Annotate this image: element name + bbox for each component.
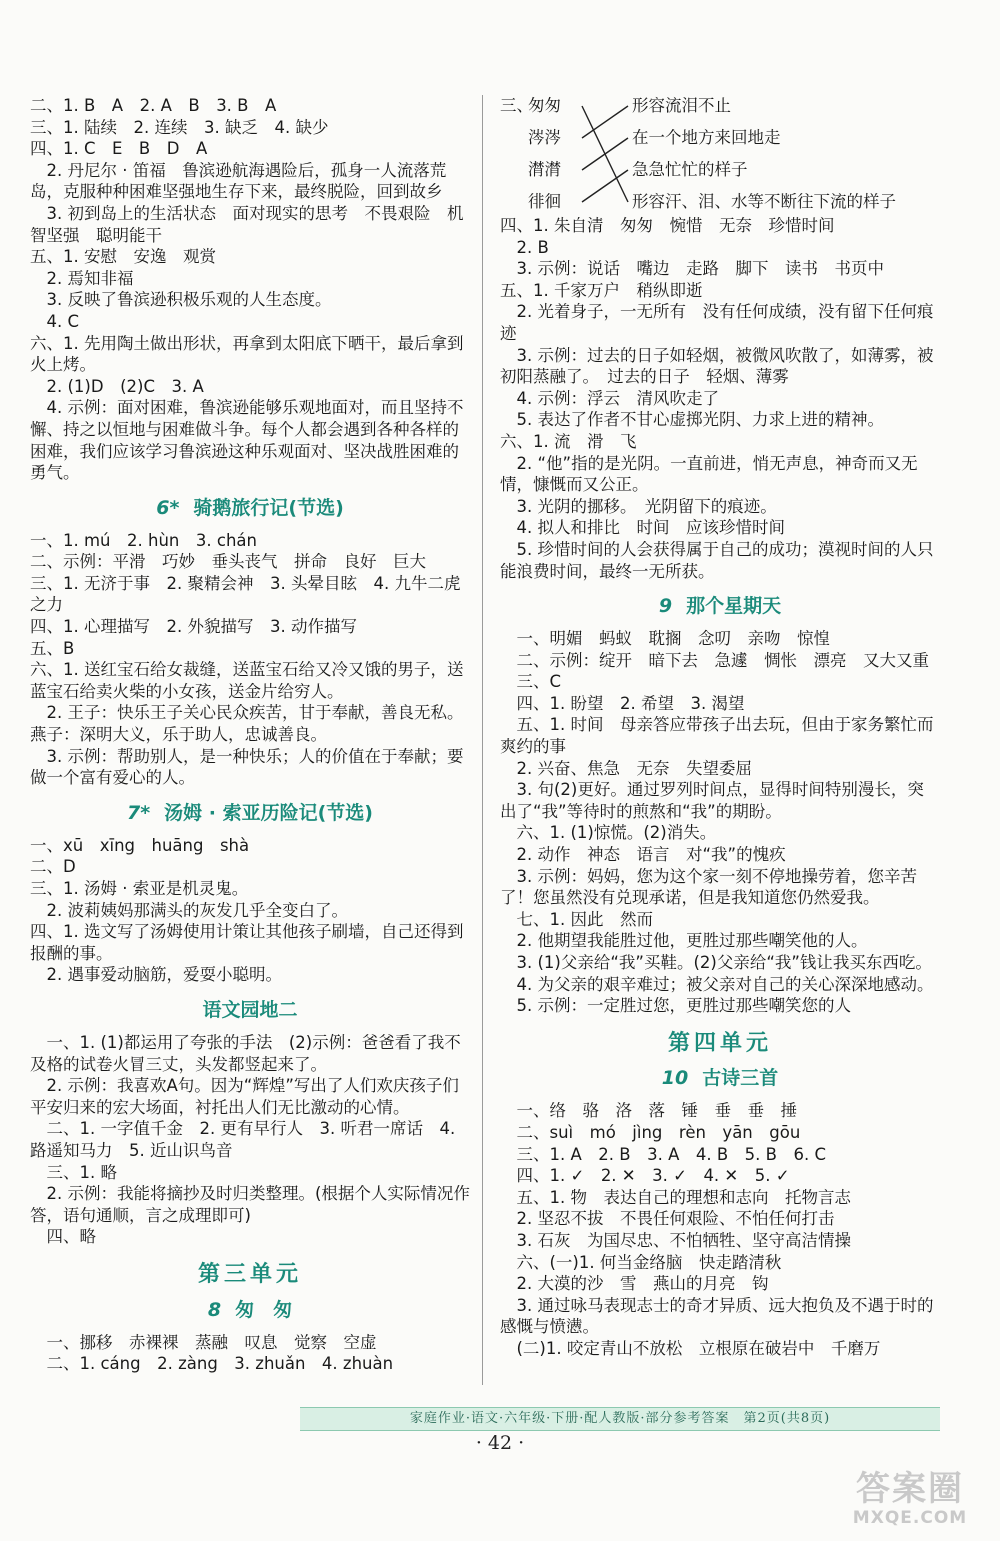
- match-number: 三、: [500, 96, 533, 115]
- watermark-line1: 答案圈: [856, 1469, 964, 1509]
- answer-line: 3. (1)父亲给“我”买鞋。(2)父亲给“我”钱让我买东西吃。: [500, 953, 932, 972]
- lesson-heading: [30, 1296, 470, 1324]
- match-right-item: 在一个地方来回地走: [632, 128, 781, 147]
- match-left-item: 徘徊: [528, 192, 561, 211]
- answer-line: 2. (1)D (2)C 3. A: [30, 376, 204, 396]
- answer-line: 4. 拟人和排比 时间 应该珍惜时间: [500, 518, 785, 538]
- answer-line: 二、示例：平滑 巧妙 垂头丧气 拼命 良好 巨大: [30, 552, 426, 572]
- match-right-item: 形容汗、泪、水等不断往下流的样子: [632, 192, 896, 211]
- page-number: · 42 ·: [475, 1432, 525, 1454]
- answer-line: 六、(一)1. 何当金络脑 快走踏清秋: [500, 1252, 782, 1272]
- lesson-heading: [30, 494, 470, 522]
- answer-line: 2. “他”指的是光阴。一直前进，悄无声息，神奇而又无情，慷慨而又公正。: [500, 453, 918, 495]
- match-left-item: 潸潸: [528, 160, 561, 179]
- lesson-heading: [30, 799, 470, 827]
- answer-line: 五、1. 安慰 安逸 观赏: [30, 247, 216, 267]
- answer-line: 三、1. 无济于事 2. 聚精会神 3. 头晕目眩 4. 九牛二虎之力: [30, 573, 461, 615]
- watermark-line2: MXQE.COM: [852, 1508, 968, 1528]
- lesson-heading: [30, 996, 470, 1024]
- right-answers: [500, 215, 940, 1360]
- column-divider: [482, 95, 483, 1385]
- answer-line: 5. 表达了作者不甘心虚掷光阴、力求上进的精神。: [500, 410, 884, 430]
- answer-line: 六、1. (1)惊慌。(2)消失。: [500, 823, 717, 843]
- footer-band: 家庭作业·语文·六年级·下册·配人教版·部分参考答案 第2页(共8页): [300, 1407, 940, 1431]
- answer-line: 四、略: [30, 1227, 96, 1247]
- answer-line: 四、1. 心理描写 2. 外貌描写 3. 动作描写: [30, 617, 357, 637]
- match-right-item: 形容流泪不止: [632, 96, 731, 115]
- answer-line: 5. 示例：一定胜过您，更胜过那些嘲笑您的人: [500, 996, 851, 1016]
- answer-line: 3. 反映了鲁滨逊积极乐观的人生态度。: [30, 290, 332, 310]
- answer-line: 3. 示例：说话 嘴边 走路 脚下 读书 书页中: [500, 259, 884, 279]
- lesson-title: 古诗三首: [702, 1067, 779, 1090]
- answer-line: 3. 示例：过去的日子如轻烟，被微风吹散了，如薄雾，被初阳蒸融了。 过去的日子 轻烟、薄雾: [500, 345, 934, 387]
- lesson-heading: [500, 592, 940, 620]
- answer-line: 六、1. 先用陶土做出形状，再拿到太阳底下晒干，最后拿到火上烤。: [30, 333, 464, 375]
- lesson-title: 匆 匆: [235, 1298, 293, 1321]
- answer-line: 一、1. mú 2. hùn 3. chán: [30, 530, 257, 550]
- answer-line: 二、1. B A 2. A B 3. B A: [30, 96, 277, 115]
- answer-line: 二、1. cáng 2. zàng 3. zhuǎn 4. zhuàn: [30, 1354, 394, 1374]
- answer-line: 七、1. 因此 然而: [500, 909, 653, 929]
- answer-line: 2. 示例：我喜欢A句。因为“辉煌”写出了人们欢庆孩子们平安归来的宏大场面，衬托出人们无比激动的心情。: [30, 1076, 459, 1117]
- lesson-title: 语文园地二: [202, 998, 298, 1021]
- answer-line: 一、络 骆 洛 落 锤 垂 垂 捶: [500, 1101, 797, 1121]
- answer-line: 四、1. ✓ 2. ✕ 3. ✓ 4. ✕ 5. ✓: [500, 1166, 790, 1186]
- lesson-heading: [500, 1064, 940, 1092]
- answer-line: 一、1. (1)都运用了夸张的手法 (2)示例：爸爸看了我不及格的试卷火冒三丈，头发都竖起来了。: [30, 1032, 461, 1074]
- answer-line: 四、1. C E B D A: [30, 139, 208, 159]
- answer-line: 二、1. 一字值千金 2. 更有早行人 3. 听君一席话 4. 路遥知马力 5. 近山识鸟音: [30, 1119, 461, 1160]
- answer-line: 2. 波莉姨妈那满头的灰发几乎全变白了。: [30, 900, 348, 920]
- answer-line: 2. 兴奋、焦急 无奈 失望委屈: [500, 758, 752, 778]
- answer-line: 三、1. A 2. B 3. A 4. B 5. B 6. C: [500, 1144, 826, 1164]
- watermark-logo: [830, 1470, 990, 1536]
- answer-line: 一、xū xīng huāng shà: [30, 835, 250, 855]
- answer-line: 一、挪移 赤裸裸 蒸融 叹息 觉察 空虚: [30, 1332, 377, 1352]
- lesson-title: 骑鹅旅行记(节选): [193, 496, 344, 519]
- answer-line: (二)1. 咬定青山不放松 立根原在破岩中 千磨万: [500, 1338, 881, 1358]
- answer-line: 六、1. 送红宝石给女裁缝，送蓝宝石给又冷又饿的男子，送蓝宝石给卖火柴的小女孩，送金片给穷人。: [30, 660, 464, 701]
- lesson-number: 8: [207, 1298, 222, 1321]
- unit-heading: 第三单元: [197, 1261, 302, 1287]
- match-left-item: 涔涔: [528, 128, 561, 147]
- answer-line: 3. 初到岛上的生活状态 面对现实的思考 不畏艰险 机智坚强 聪明能干: [30, 203, 464, 245]
- left-column: [30, 95, 470, 1375]
- answer-line: 二、示例：绽开 暗下去 急遽 惆怅 漂亮 又大又重: [500, 650, 929, 670]
- answer-line: 2. 丹尼尔 · 笛福 鲁滨逊航海遇险后，孤身一人流落荒岛，克服种种困难坚强地生存下来，最终脱险，回到故乡: [30, 160, 447, 202]
- answer-line: 2. 示例：我能将摘抄及时归类整理。(根据个人实际情况作答，语句通顺，言之成理即可): [30, 1184, 470, 1225]
- answer-line: 2. 他期望我能胜过他，更胜过那些嘲笑他的人。: [500, 931, 868, 951]
- answer-line: 5. 珍惜时间的人会获得属于自己的成功；漠视时间的人只能浪费时间，最终一无所获。: [500, 539, 934, 581]
- right-column: [500, 95, 940, 1360]
- matching-exercise: [500, 95, 940, 213]
- answer-line: 四、1. 盼望 2. 希望 3. 渴望: [500, 693, 745, 713]
- answer-line: 二、suì mó jìng rèn yān gōu: [500, 1122, 801, 1142]
- answer-line: 五、1. 物 表达自己的理想和志向 托物言志: [500, 1187, 851, 1207]
- answer-line: 3. 石灰 为国尽忠、不怕牺牲、坚守高洁情操: [500, 1230, 851, 1250]
- lesson-number: 7*: [127, 801, 151, 824]
- answer-line: 四、1. 朱自清 匆匆 惋惜 无奈 珍惜时间: [500, 216, 835, 235]
- answer-line: 2. 遇事爱动脑筋，爱耍小聪明。: [30, 965, 282, 985]
- answer-line: 4. 为父亲的艰辛难过；被父亲对自己的关心深深地感动。: [500, 974, 934, 994]
- lesson-number: 10: [661, 1067, 689, 1090]
- answer-line: 五、1. 时间 母亲答应带孩子出去玩，但由于家务繁忙而爽约的事: [500, 715, 934, 757]
- answer-line: 4. 示例：浮云 清风吹走了: [500, 388, 719, 408]
- answer-line: 三、C: [500, 672, 562, 692]
- answer-line: 五、1. 千家万户 稍纵即逝: [500, 280, 703, 300]
- answer-line: 三、1. 汤姆 · 索亚是机灵鬼。: [30, 879, 249, 898]
- answer-line: 2. 王子：快乐王子关心民众疾苦，甘于奉献，善良无私。燕子：深明大义，乐于助人，忠诚善良。: [30, 703, 464, 745]
- answer-line: 4. C: [30, 311, 80, 331]
- answer-line: 4. 示例：面对困难，鲁滨逊能够乐观地面对，而且坚持不懈、持之以恒地与困难做斗争。每个人都会遇到各种各样的困难，我们应该学习鲁滨逊这种乐观面对、坚决战胜困难的勇气。: [30, 398, 464, 483]
- answer-line: 3. 示例：帮助别人，是一种快乐；人的价值在于奉献；要做一个富有爱心的人。: [30, 746, 464, 788]
- lesson-number: 9: [658, 595, 673, 618]
- unit-heading: 第四单元: [667, 1030, 772, 1056]
- answer-line: 2. 大漠的沙 雪 燕山的月亮 钩: [500, 1274, 769, 1294]
- answer-line: 3. 光阴的挪移。 光阴留下的痕迹。: [500, 496, 777, 516]
- answer-line: 2. 坚忍不拔 不畏任何艰险、不怕任何打击: [500, 1209, 835, 1229]
- answer-line: 3. 示例：妈妈，您为这个家一刻不停地操劳着，您辛苦了！您虽然没有兑现承诺，但是我知道您仍然爱我。: [500, 866, 917, 908]
- answer-line: 3. 通过咏马表现志士的奇才异质、远大抱负及不遇于时的感慨与愤懑。: [500, 1295, 934, 1337]
- answer-line: 3. 句(2)更好。通过罗列时间点，显得时间特别漫长，突出了“我”等待时的煎熬和“我”的期盼。: [500, 780, 924, 821]
- answer-line: 2. 焉知非福: [30, 268, 134, 288]
- match-left-item: 匆匆: [528, 96, 561, 115]
- lesson-title: 那个星期天: [686, 595, 782, 618]
- lesson-number: 6*: [156, 496, 180, 519]
- answer-line: 三、1. 陆续 2. 连续 3. 缺乏 4. 缺少: [30, 117, 329, 137]
- answer-line: 2. B: [500, 237, 549, 257]
- match-lines: [580, 95, 630, 213]
- answer-line: 四、1. 选文写了汤姆使用计策让其他孩子刷墙，自己还得到报酬的事。: [30, 922, 464, 963]
- answer-line: 二、D: [30, 857, 76, 877]
- answer-line: 一、明媚 蚂蚁 耽搁 念叨 亲吻 惊惶: [500, 629, 830, 649]
- answer-line: 五、B: [30, 638, 75, 658]
- answer-line: 六、1. 流 滑 飞: [500, 431, 637, 451]
- match-right-item: 急急忙忙的样子: [632, 160, 748, 179]
- answer-line: 三、1. 略: [30, 1162, 117, 1182]
- answer-line: 2. 动作 神态 语言 对“我”的愧疚: [500, 845, 786, 865]
- lesson-title: 汤姆 · 索亚历险记(节选): [164, 801, 373, 824]
- answer-line: 2. 光着身子，一无所有 没有任何成绩，没有留下任何痕迹: [500, 302, 934, 343]
